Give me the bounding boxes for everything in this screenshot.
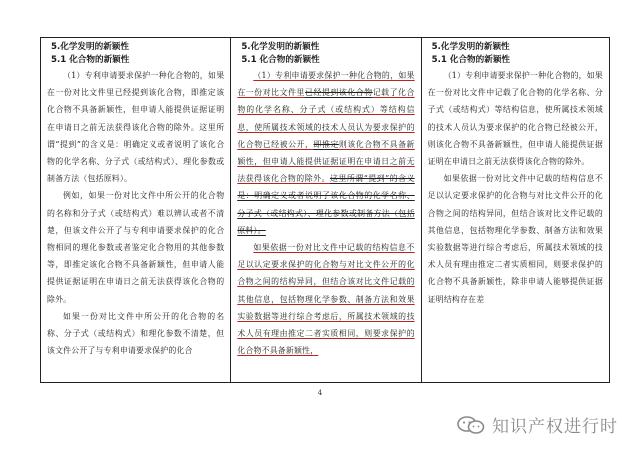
deleted-text: 这里所谓“提到”的含义是：明确定义或者说明了该化合物的化学名称、分子式（或结构式）、理化参数或制备方法（包括原料）。 — [237, 174, 415, 235]
inserted-text: 记载了化合物的化学名称、分子式（或结构式）等结构信息，使所属技术领域的技术人员认为要求保护的化合物已经被公开， — [237, 88, 415, 149]
section-heading: 5.化学发明的新颖性 — [431, 42, 510, 52]
text-run: （1）专利申请要求保护一种化合物的，如果在一份对比文件里 — [237, 71, 415, 98]
page-number: 4 — [317, 389, 323, 397]
deleted-text: 即推定 — [313, 139, 339, 149]
inserted-text: 则该化合物不具备新颖性，但申请人能提供证据证明在申请日之前无法获得该化合物的除外。 — [237, 139, 415, 184]
deleted-text: 已经提到该化合物 — [305, 88, 373, 98]
wechat-icon — [456, 415, 486, 435]
section-heading: 5.化学发明的新颖性 — [51, 42, 129, 52]
comparison-table — [40, 37, 610, 383]
subsection-heading: 5.1 化合物的新颖性 — [431, 55, 511, 65]
subsection-heading: 5.1 化合物的新颖性 — [51, 55, 130, 65]
paragraph: （1）专利申请要求保护一种化合物的，如果在一份对比文件里已经提到该化合物，即推定该化合物不具备新颖性，但申请人能提供证据证明在申请日之前无法获得该化合物的除外。这里所谓“提到”的含义是：明确定义或者说明了该化合物的化学名称、分子式（或结构式）、理化参数或制备方法（包括原料）。 — [47, 71, 225, 184]
paragraph: 如果依据一份对比文件中记载的结构信息不足以认定要求保护的化合物与对比文件公开的化合物之间的结构异同，但结合该对比文件记载的其他信息，包括物理化学参数、制备方法和效果实验数据等进行综合考虑后，所属技术领域的技术人员有理由推定二者实质相同，则要求保护的化合物不具备新颖性，除非申请人能够提供证据证明结构存在差 — [427, 174, 603, 304]
column-revised — [421, 38, 609, 382]
paragraph — [237, 67, 414, 239]
subsection-heading: 5.1 化合物的新颖性 — [241, 55, 320, 65]
paragraph: （1）专利申请要求保护一种化合物的，如果在一份对比文件中记载了化合物的化学名称、分子式（或结构式）等结构信息，使所属技术领域的技术人员认为要求保护的化合物已经被公开，则该化合物不具备新颖性，但申请人能提供证据证明在申请日之前无法获得该化合物的除外。 — [427, 71, 603, 167]
watermark — [456, 412, 618, 437]
watermark-text: 知识产权进行时 — [492, 417, 618, 437]
column-original — [41, 38, 230, 382]
section-heading: 5.化学发明的新颖性 — [241, 42, 320, 52]
column-revision-marked — [230, 38, 420, 382]
inserted-paragraph: 如果依据一份对比文件中记载的结构信息不足以认定要求保护的化合物与对比文件公开的化合物之间的结构异同，但结合该对比文件记载的其他信息，包括物理化学参数、制备方法和效果实验数据等进行综合考虑后，所属技术领域的技术人员有理由推定二者实质相同，则要求保护的化合物不具备新颖性， — [237, 243, 415, 356]
paragraph: 如果一份对比文件中所公开的化合物的名称、分子式（或结构式）和理化参数不清楚，但该文件公开了与专利申请要求保护的化合 — [47, 311, 225, 356]
paragraph: 例如，如果一份对比文件中所公开的化合物的名称和分子式（或结构式）难以辨认或者不清楚，但该文件公开了与专利申请要求保护的化合物相同的理化参数或者鉴定化合物用的其他参数等，即推定该化合物不具备新颖性，但申请人能提供证据证明在申请日之前无法获得该化合物的除外。 — [47, 191, 225, 304]
